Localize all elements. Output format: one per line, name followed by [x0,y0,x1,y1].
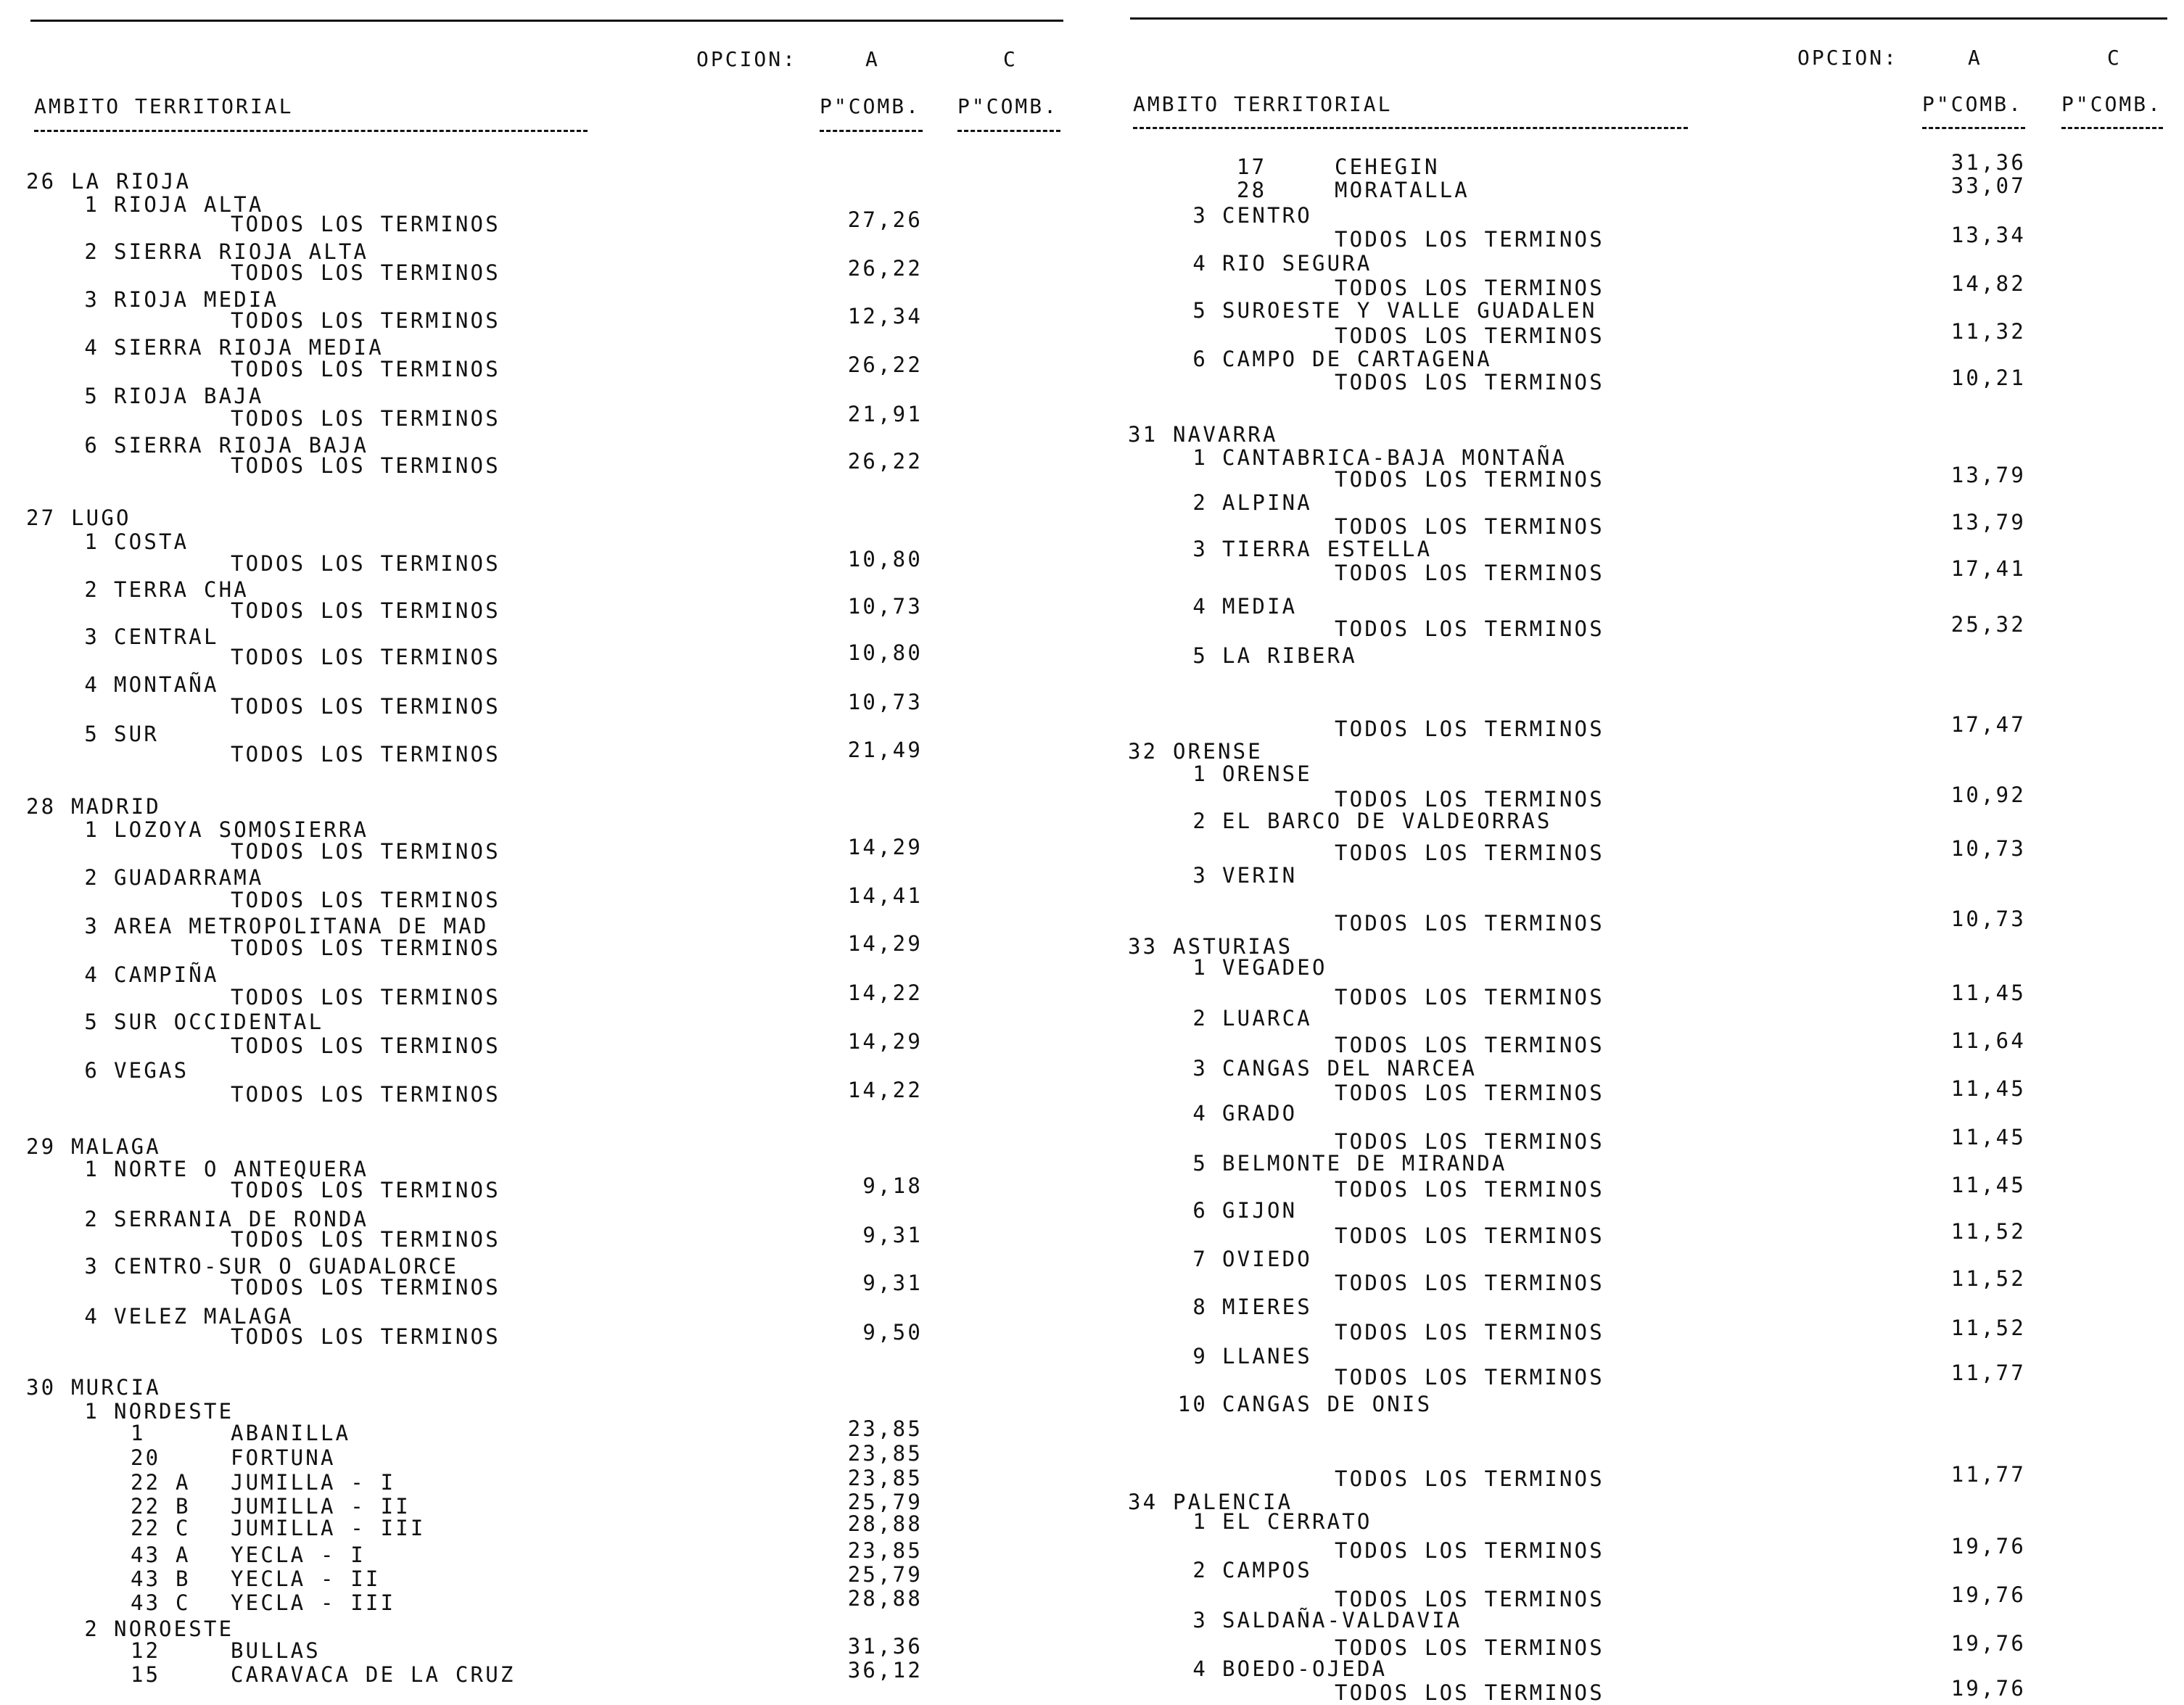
province-heading [1128,741,1263,762]
comarca-name: SERRANIA DE RONDA [114,1207,369,1231]
comarca-name: CENTRO [1222,203,1312,228]
province-heading [26,1377,161,1398]
terms-label: TODOS LOS TERMINOS [231,1227,500,1252]
terms-label: TODOS LOS TERMINOS [231,551,500,576]
premium-value-a: 11,32 [1950,319,2026,344]
premium-value-a: 11,52 [1950,1219,2026,1244]
comarca-name: RIO SEGURA [1222,251,1372,276]
comarca-name: SIERRA RIOJA BAJA [114,433,369,458]
municipality-name: ABANILLA [231,1421,351,1445]
comarca-name: VERIN [1222,863,1298,888]
opcion-label-right: OPCION: [1797,46,1899,70]
terms-label: TODOS LOS TERMINOS [1335,1081,1604,1105]
terms-label: TODOS LOS TERMINOS [231,694,500,719]
comarca-number: 3 [84,287,99,312]
comarca-name: CAMPO DE CARTAGENA [1222,347,1492,371]
municipality-name: FORTUNA [231,1445,336,1470]
province-heading [26,796,161,817]
terms-label: TODOS LOS TERMINOS [1335,1129,1604,1154]
comarca-name: ORENSE [1222,761,1312,786]
pcomb-c-heading-left: P"COMB. [957,94,1059,118]
premium-value-a: 23,85 [847,1538,923,1563]
comarca-name: TERRA CHA [114,577,249,602]
premium-value-a: 13,79 [1950,510,2026,534]
terms-label: TODOS LOS TERMINOS [1335,276,1604,300]
terms-label: TODOS LOS TERMINOS [231,1324,500,1349]
comarca-number: 1 [84,1157,99,1181]
premium-value-a: 10,80 [847,547,923,571]
terms-label: TODOS LOS TERMINOS [231,1033,500,1058]
premium-value-a: 14,22 [847,981,923,1005]
terms-label: TODOS LOS TERMINOS [231,1275,500,1300]
terms-label: TODOS LOS TERMINOS [1335,1271,1604,1295]
terms-label: TODOS LOS TERMINOS [1335,1320,1604,1345]
province-name: ORENSE [1173,739,1263,764]
terms-label: TODOS LOS TERMINOS [1335,1635,1604,1660]
municipality-name: JUMILLA - II [231,1494,411,1519]
province-heading [26,1136,161,1157]
premium-value-a: 12,34 [847,304,923,329]
terms-label: TODOS LOS TERMINOS [1335,717,1604,741]
terms-label: TODOS LOS TERMINOS [1335,1587,1604,1611]
province-name: LA RIOJA [71,169,191,194]
ambito-heading-right: AMBITO TERRITORIAL [1133,92,1393,116]
comarca-name: VEGAS [114,1058,189,1083]
terms-label: TODOS LOS TERMINOS [1335,467,1604,492]
pcomb-a-heading-right: P"COMB. [1922,92,2024,116]
terms-label: TODOS LOS TERMINOS [231,406,500,431]
comarca-name: CANGAS DEL NARCEA [1222,1056,1478,1081]
comarca-number: 4 [1192,1101,1208,1126]
pcomb-c-underline-right [2061,127,2163,129]
comarca-name: CANTABRICA-BAJA MONTAÑA [1222,445,1567,470]
premium-value-a: 9,31 [862,1271,923,1295]
comarca-name: TIERRA ESTELLA [1222,537,1433,561]
terms-label: TODOS LOS TERMINOS [1335,323,1604,348]
premium-value-a: 14,41 [847,883,923,908]
municipality-name: YECLA - III [231,1590,396,1615]
terms-label: TODOS LOS TERMINOS [1335,1538,1604,1563]
province-heading [26,171,191,192]
terms-label: TODOS LOS TERMINOS [231,1082,500,1107]
terms-label: TODOS LOS TERMINOS [1335,911,1604,936]
comarca-number: 6 [84,1058,99,1083]
comarca-name: SIERRA RIOJA ALTA [114,239,369,264]
terms-label: TODOS LOS TERMINOS [1335,1365,1604,1390]
comarca-name: SIERRA RIOJA MEDIA [114,335,384,360]
premium-value-a: 19,76 [1950,1534,2026,1559]
premium-value-a: 25,32 [1950,612,2026,637]
premium-value-a: 27,26 [847,207,923,232]
comarca-number: 8 [1192,1295,1208,1319]
comarca-number: 2 [84,1617,99,1641]
province-name: MURCIA [71,1375,161,1400]
comarca-name: SUR OCCIDENTAL [114,1010,324,1034]
comarca-number: 4 [1192,594,1208,619]
comarca-number: 3 [1192,1056,1208,1081]
municipality-code: 22 C [131,1516,191,1540]
comarca-name: VELEZ MALAGA [114,1304,294,1329]
premium-value-a: 10,80 [847,640,923,665]
municipality-code: 22 B [131,1494,191,1519]
premium-value-a: 23,85 [847,1441,923,1466]
comarca-name: RIOJA MEDIA [114,287,279,312]
premium-value-a: 9,18 [862,1173,923,1198]
premium-value-a: 19,76 [1950,1582,2026,1607]
terms-label: TODOS LOS TERMINOS [1335,370,1604,395]
terms-label: TODOS LOS TERMINOS [1335,1466,1604,1491]
comarca-name: EL BARCO DE VALDEORRAS [1222,809,1552,833]
comarca-name: LA RIBERA [1222,643,1357,668]
terms-label: TODOS LOS TERMINOS [1335,1680,1604,1705]
province-name: ASTURIAS [1173,934,1293,959]
comarca-number: 4 [1192,251,1208,276]
comarca-name: NORTE O ANTEQUERA [114,1157,369,1181]
premium-value-a: 28,88 [847,1511,923,1536]
column-c-label-left: C [1003,47,1018,71]
premium-value-a: 14,29 [847,835,923,859]
ambito-underline-left [34,130,588,132]
province-number: 28 [26,794,57,819]
municipality-code: 15 [131,1662,161,1687]
premium-value-a: 23,85 [847,1466,923,1490]
municipality-code: 17 [1237,154,1267,179]
municipality-code: 43 A [131,1543,191,1567]
comarca-number: 5 [84,384,99,408]
pcomb-a-underline-left [820,130,923,132]
premium-value-a: 31,36 [1950,150,2026,175]
terms-label: TODOS LOS TERMINOS [231,839,500,864]
province-name: NAVARRA [1173,422,1278,447]
terms-label: TODOS LOS TERMINOS [231,453,500,478]
premium-value-a: 28,88 [847,1586,923,1611]
municipality-name: CARAVACA DE LA CRUZ [231,1662,516,1687]
premium-value-a: 25,79 [847,1562,923,1587]
terms-label: TODOS LOS TERMINOS [1335,1033,1604,1057]
comarca-name: OVIEDO [1222,1247,1312,1271]
ambito-heading-left: AMBITO TERRITORIAL [34,94,294,118]
comarca-number: 6 [1192,347,1208,371]
comarca-name: SALDAÑA-VALDAVIA [1222,1608,1462,1632]
comarca-name: RIOJA ALTA [114,192,264,217]
premium-value-a: 10,73 [1950,836,2026,861]
top-rule-left [30,20,1063,22]
comarca-number: 2 [84,1207,99,1231]
municipality-name: JUMILLA - I [231,1470,396,1495]
terms-label: TODOS LOS TERMINOS [1335,514,1604,539]
comarca-number: 1 [84,817,99,842]
terms-label: TODOS LOS TERMINOS [231,985,500,1010]
municipality-name: CEHEGIN [1335,154,1440,179]
ambito-underline-right [1133,127,1688,129]
comarca-number: 5 [1192,643,1208,668]
municipality-code: 12 [131,1638,161,1663]
municipality-name: YECLA - I [231,1543,366,1567]
pcomb-a-underline-right [1922,127,2025,129]
province-number: 26 [26,169,57,194]
province-heading [1128,936,1293,957]
terms-label: TODOS LOS TERMINOS [231,308,500,333]
premium-value-a: 21,91 [847,402,923,426]
province-number: 34 [1128,1490,1158,1514]
municipality-name: JUMILLA - III [231,1516,426,1540]
premium-value-a: 11,52 [1950,1266,2026,1291]
comarca-name: LLANES [1222,1344,1312,1368]
comarca-number: 3 [84,1254,99,1279]
comarca-name: AREA METROPOLITANA DE MAD [114,914,489,938]
comarca-name: VEGADEO [1222,955,1327,980]
province-number: 30 [26,1375,57,1400]
province-number: 29 [26,1134,57,1159]
province-number: 32 [1128,739,1158,764]
comarca-number: 3 [84,914,99,938]
comarca-number: 1 [84,529,99,554]
column-a-label-right: A [1968,46,1982,70]
top-rule-right [1130,17,2167,20]
province-number: 31 [1128,422,1158,447]
municipality-code: 1 [131,1421,146,1445]
municipality-name: YECLA - II [231,1566,381,1591]
comarca-name: GIJON [1222,1198,1298,1223]
comarca-number: 2 [84,865,99,890]
terms-label: TODOS LOS TERMINOS [231,598,500,623]
premium-value-a: 11,45 [1950,1173,2026,1197]
premium-value-a: 25,79 [847,1490,923,1514]
municipality-code: 20 [131,1445,161,1470]
province-number: 27 [26,505,57,530]
premium-value-a: 17,47 [1950,712,2026,737]
comarca-number: 2 [84,239,99,264]
comarca-name: MIERES [1222,1295,1312,1319]
premium-value-a: 10,92 [1950,783,2026,807]
premium-value-a: 21,49 [847,738,923,762]
premium-value-a: 11,64 [1950,1028,2026,1053]
comarca-number: 1 [1192,955,1208,980]
province-name: MADRID [71,794,161,819]
comarca-name: GUADARRAMA [114,865,264,890]
premium-value-a: 14,29 [847,1029,923,1054]
municipality-code: 28 [1237,178,1267,202]
comarca-number: 5 [84,1010,99,1034]
premium-value-a: 11,45 [1950,1076,2026,1101]
comarca-number: 1 [1192,1509,1208,1534]
comarca-number: 3 [1192,203,1208,228]
terms-label: TODOS LOS TERMINOS [231,742,500,767]
premium-value-a: 10,73 [847,594,923,619]
comarca-name: CENTRAL [114,624,219,649]
premium-value-a: 31,36 [847,1634,923,1659]
terms-label: TODOS LOS TERMINOS [1335,616,1604,641]
comarca-name: LOZOYA SOMOSIERRA [114,817,369,842]
premium-value-a: 10,73 [847,690,923,714]
premium-value-a: 9,50 [862,1320,923,1345]
terms-label: TODOS LOS TERMINOS [1335,841,1604,865]
municipality-name: MORATALLA [1335,178,1470,202]
terms-label: TODOS LOS TERMINOS [231,888,500,912]
premium-value-a: 11,52 [1950,1316,2026,1340]
municipality-code: 43 B [131,1566,191,1591]
comarca-name: EL CERRATO [1222,1509,1372,1534]
province-number: 33 [1128,934,1158,959]
premium-value-a: 10,21 [1950,366,2026,390]
pcomb-c-underline-left [957,130,1060,132]
premium-value-a: 11,45 [1950,981,2026,1005]
comarca-name: SUROESTE Y VALLE GUADALEN [1222,298,1597,323]
comarca-number: 3 [84,624,99,649]
comarca-number: 10 [1177,1392,1208,1416]
comarca-number: 1 [1192,445,1208,470]
premium-value-a: 11,77 [1950,1361,2026,1385]
terms-label: TODOS LOS TERMINOS [1335,1223,1604,1248]
comarca-number: 6 [1192,1198,1208,1223]
comarca-name: BOEDO-OJEDA [1222,1656,1388,1681]
comarca-number: 2 [1192,809,1208,833]
premium-value-a: 19,76 [1950,1676,2026,1701]
comarca-number: 3 [1192,863,1208,888]
terms-label: TODOS LOS TERMINOS [1335,985,1604,1010]
comarca-name: NOROESTE [114,1617,234,1641]
comarca-number: 4 [84,962,99,987]
comarca-number: 5 [84,722,99,746]
premium-value-a: 11,45 [1950,1125,2026,1149]
terms-label: TODOS LOS TERMINOS [231,1178,500,1202]
pcomb-a-heading-left: P"COMB. [820,94,921,118]
municipality-name: BULLAS [231,1638,321,1663]
opcion-label-left: OPCION: [696,47,798,71]
comarca-number: 9 [1192,1344,1208,1368]
terms-label: TODOS LOS TERMINOS [231,212,500,236]
premium-value-a: 26,22 [847,256,923,281]
terms-label: TODOS LOS TERMINOS [231,936,500,960]
comarca-number: 7 [1192,1247,1208,1271]
column-c-label-right: C [2107,46,2122,70]
comarca-name: BELMONTE DE MIRANDA [1222,1151,1507,1176]
comarca-number: 1 [84,192,99,217]
premium-value-a: 19,76 [1950,1631,2026,1656]
terms-label: TODOS LOS TERMINOS [1335,787,1604,812]
comarca-number: 4 [84,1304,99,1329]
premium-value-a: 14,29 [847,931,923,956]
comarca-number: 4 [84,335,99,360]
comarca-name: SUR [114,722,159,746]
premium-value-a: 13,34 [1950,223,2026,247]
terms-label: TODOS LOS TERMINOS [1335,227,1604,252]
comarca-number: 4 [1192,1656,1208,1681]
comarca-number: 5 [1192,298,1208,323]
comarca-number: 6 [84,433,99,458]
premium-value-a: 13,79 [1950,463,2026,487]
premium-value-a: 23,85 [847,1416,923,1441]
comarca-name: ALPINA [1222,490,1312,515]
terms-label: TODOS LOS TERMINOS [231,260,500,285]
comarca-name: MEDIA [1222,594,1298,619]
pcomb-c-heading-right: P"COMB. [2061,92,2163,116]
premium-value-a: 36,12 [847,1658,923,1683]
comarca-name: NORDESTE [114,1399,234,1424]
comarca-name: CENTRO-SUR O GUADALORCE [114,1254,459,1279]
terms-label: TODOS LOS TERMINOS [1335,1177,1604,1202]
premium-value-a: 14,22 [847,1078,923,1102]
premium-value-a: 26,22 [847,352,923,377]
comarca-number: 3 [1192,537,1208,561]
column-a-label-left: A [865,47,880,71]
province-name: PALENCIA [1173,1490,1293,1514]
comarca-name: LUARCA [1222,1006,1312,1031]
comarca-name: COSTA [114,529,189,554]
province-name: MALAGA [71,1134,161,1159]
terms-label: TODOS LOS TERMINOS [231,645,500,669]
comarca-name: RIOJA BAJA [114,384,264,408]
comarca-number: 2 [1192,490,1208,515]
comarca-number: 2 [84,577,99,602]
comarca-number: 1 [1192,761,1208,786]
premium-value-a: 26,22 [847,449,923,474]
province-heading [26,505,131,530]
province-heading [1128,424,1278,445]
comarca-name: MONTAÑA [114,672,219,697]
comarca-number: 2 [1192,1006,1208,1031]
premium-value-a: 33,07 [1950,173,2026,198]
premium-value-a: 17,41 [1950,556,2026,581]
terms-label: TODOS LOS TERMINOS [231,357,500,381]
municipality-code: 43 C [131,1590,191,1615]
comarca-number: 3 [1192,1608,1208,1632]
province-name: LUGO [71,505,131,530]
comarca-name: CAMPOS [1222,1558,1312,1582]
comarca-name: GRADO [1222,1101,1298,1126]
terms-label: TODOS LOS TERMINOS [1335,561,1604,585]
municipality-code: 22 A [131,1470,191,1495]
comarca-number: 1 [84,1399,99,1424]
premium-value-a: 9,31 [862,1223,923,1247]
comarca-number: 2 [1192,1558,1208,1582]
comarca-number: 5 [1192,1151,1208,1176]
comarca-name: CAMPIÑA [114,962,219,987]
premium-value-a: 14,82 [1950,271,2026,296]
premium-value-a: 10,73 [1950,907,2026,931]
premium-value-a: 11,77 [1950,1462,2026,1487]
comarca-name: CANGAS DE ONIS [1222,1392,1433,1416]
comarca-number: 4 [84,672,99,697]
